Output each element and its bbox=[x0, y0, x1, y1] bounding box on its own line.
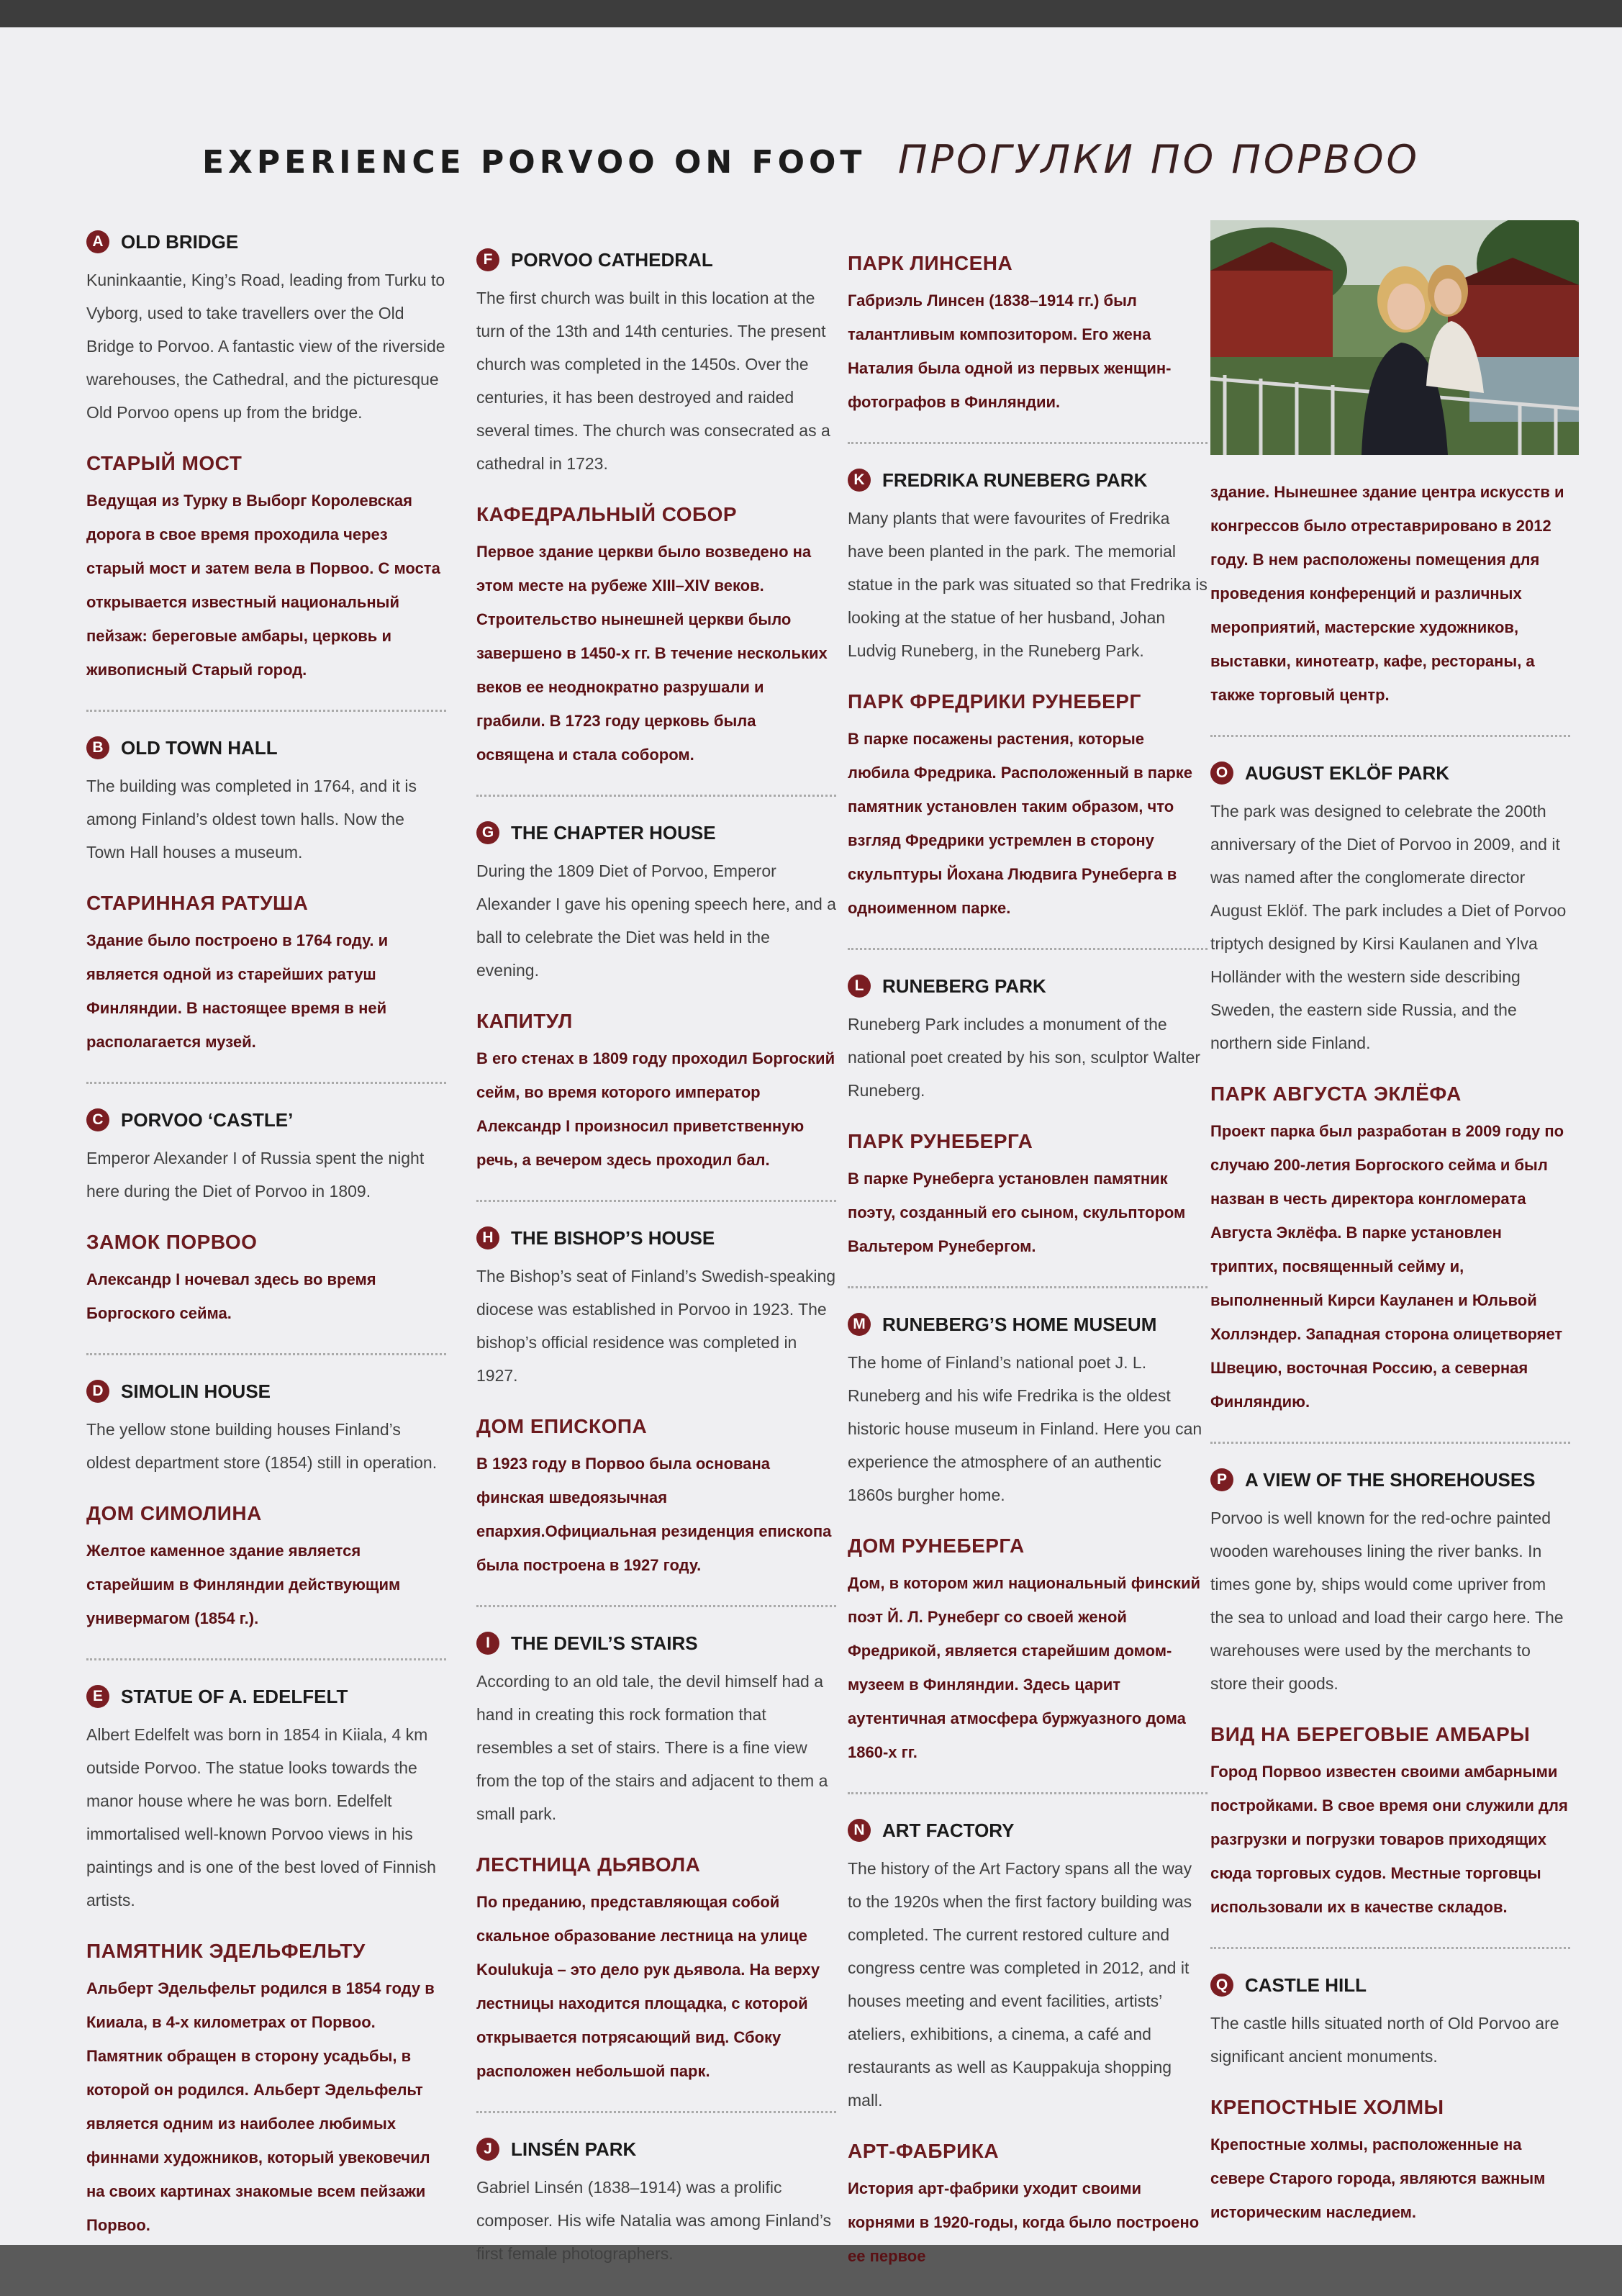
entry-text: The building was completed in 1764, and it is among Finland’s oldest town halls. Now the Town Hall houses a museum. bbox=[86, 777, 417, 862]
entry-view-of-shorehouses bbox=[1210, 1468, 1570, 1700]
entry-text-ru: Крепостные холмы, расположенные на севере Старого города, являются важным историческим наследием. bbox=[1210, 2135, 1546, 2221]
entry-chapter-house-ru bbox=[476, 1010, 836, 1177]
entry-title-ru: АРТ-ФАБРИКА bbox=[848, 2140, 1000, 2162]
entry-title-ru: КАПИТУЛ bbox=[476, 1010, 573, 1032]
page-title-ru: ПРОГУЛКИ ПО ПОРВОО bbox=[897, 137, 1421, 182]
map-marker-icon: C bbox=[86, 1108, 109, 1131]
entry-title-ru: ДОМ СИМОЛИНА bbox=[86, 1502, 262, 1524]
entry-old-town-hall-ru bbox=[86, 892, 446, 1059]
entry-text-ru: По преданию, представляющая собой скальное образование лестница на улице Koulukuja – это дело рук дьявола. На верху лестницы находится площадка, с которой открывается потрясающий вид. Сбоку расположен небольшой парк. bbox=[476, 1893, 820, 2080]
entry-title: O AUGUST EKLÖF PARK bbox=[1210, 761, 1570, 785]
column-1 bbox=[86, 230, 446, 2265]
entry-art-factory-ru bbox=[848, 2140, 1208, 2273]
entry-castle-hill bbox=[1210, 1974, 1570, 2073]
dotted-divider bbox=[848, 948, 1208, 950]
entry-title-ru: СТАРИННАЯ РАТУША bbox=[86, 892, 309, 914]
entry-title-ru: ПАМЯТНИК ЭДЕЛЬФЕЛЬТУ bbox=[86, 1940, 366, 1962]
entry-text-ru: Александр I ночевал здесь во время Боргоского сейма. bbox=[86, 1270, 376, 1322]
entry-text: The home of Finland’s national poet J. L. Runeberg and his wife Fredrika is the oldest historic house museum in Finland. Here you can experience the atmosphere of an authentic 1860s burgher home. bbox=[848, 1353, 1202, 1504]
dotted-divider bbox=[848, 1792, 1208, 1794]
map-marker-icon: A bbox=[86, 230, 109, 253]
map-marker-icon: G bbox=[476, 821, 499, 844]
entry-text: Many plants that were favourites of Fredrika have been planted in the park. The memorial statue in the park was situated so that Fredrika is looking at the statue of her husband, Johan Ludvig Runeberg, in the Runeberg Park. bbox=[848, 509, 1208, 660]
entry-title-ru: ВИД НА БЕРЕГОВЫЕ АМБАРЫ bbox=[1210, 1723, 1531, 1745]
entry-text-ru: Здание было построено в 1764 году. и является одной из старейших ратуш Финляндии. В настоящее время в ней располагается музей. bbox=[86, 931, 389, 1051]
entry-text-ru: Город Порвоо известен своими амбарными постройками. В свое время они служили для разгрузки и погрузки товаров приходящих сюда торговых судов. Местные торговцы использовали их в качестве складов. bbox=[1210, 1763, 1568, 1916]
entry-title-ru: ЛЕСТНИЦА ДЬЯВОЛА bbox=[476, 1853, 701, 1876]
entry-title: A OLD BRIDGE bbox=[86, 230, 446, 253]
entry-title: J LINSÉN PARK bbox=[476, 2138, 836, 2161]
entry-old-bridge-ru bbox=[86, 452, 446, 687]
map-marker-icon: J bbox=[476, 2138, 499, 2161]
entry-text: The yellow stone building houses Finland’s oldest department store (1854) still in operation. bbox=[86, 1420, 438, 1472]
map-marker-icon: L bbox=[848, 975, 871, 998]
map-marker-icon: E bbox=[86, 1685, 109, 1708]
map-marker-icon: Q bbox=[1210, 1974, 1233, 1997]
entry-title: L RUNEBERG PARK bbox=[848, 975, 1208, 998]
entry-august-eklof-park-ru bbox=[1210, 1083, 1570, 1419]
entry-text-ru: Первое здание церкви было возведено на этом месте на рубеже XIII–XIV веков. Строительство нынешней церкви было завершено в 1450-х гг. В течение нескольких веков ее неоднократно разрушали и грабили. В 1723 году церковь была освящена и стала собором. bbox=[476, 543, 828, 764]
entry-title-ru: КРЕПОСТНЫЕ ХОЛМЫ bbox=[1210, 2096, 1444, 2118]
entry-text: According to an old tale, the devil himself had a hand in creating this rock formation that resembles a set of stairs. There is a fine view from the top of the stairs and adjacent to them a small park. bbox=[476, 1672, 828, 1823]
dotted-divider bbox=[476, 2111, 836, 2113]
entry-title-ru: ПАРК ЛИНСЕНА bbox=[848, 252, 1013, 274]
entry-text: Albert Edelfelt was born in 1854 in Kiiala, 4 km outside Porvoo. The statue looks towards the manor house where he was born. Edelfelt immortalised well-known Porvoo views in his paintings and is one of the best loved of Finnish artists. bbox=[86, 1725, 436, 1909]
dotted-divider bbox=[848, 1286, 1208, 1288]
entry-title: I THE DEVIL’S STAIRS bbox=[476, 1632, 836, 1655]
map-marker-icon: O bbox=[1210, 761, 1233, 785]
page-header bbox=[0, 137, 1622, 182]
entry-title: P A VIEW OF THE SHOREHOUSES bbox=[1210, 1468, 1570, 1491]
entry-text: The castle hills situated north of Old Porvoo are significant ancient monuments. bbox=[1210, 2014, 1559, 2066]
entry-porvoo-cathedral bbox=[476, 248, 836, 480]
entry-art-factory-ru-continued bbox=[1210, 475, 1570, 712]
dotted-divider bbox=[476, 1200, 836, 1202]
column-4 bbox=[1210, 475, 1570, 2252]
entry-art-factory bbox=[848, 1819, 1208, 2117]
entry-castle-hill-ru bbox=[1210, 2096, 1570, 2229]
entry-porvoo-castle-ru bbox=[86, 1231, 446, 1330]
entry-text: Kuninkaantie, King’s Road, leading from Turku to Vyborg, used to take travellers over the Old Bridge to Porvoo. A fantastic view of the riverside warehouses, the Cathedral, and the picturesque Old Porvoo opens up from the bridge. bbox=[86, 271, 445, 422]
photo-women-at-river bbox=[1210, 220, 1579, 455]
entry-text: The park was designed to celebrate the 200th anniversary of the Diet of Porvoo in 2009, and it was named after the conglomerate director August Eklöf. The park includes a Diet of Porvoo triptych designed by Kirsi Kaulanen and Ylva Holländer with the western side describing Sweden, the eastern side Russia, and the northern side Finland. bbox=[1210, 802, 1567, 1052]
dotted-divider bbox=[86, 1353, 446, 1355]
entry-simolin-house-ru bbox=[86, 1502, 446, 1635]
entry-title-ru: ПАРК АВГУСТА ЭКЛЁФА bbox=[1210, 1083, 1462, 1105]
dotted-divider bbox=[476, 1605, 836, 1607]
entry-title: H THE BISHOP’S HOUSE bbox=[476, 1226, 836, 1249]
entry-text-ru: Альберт Эдельфельт родился в 1854 году в Кииала, в 4-х километрах от Порвоо. Памятник обращен в сторону усадьбы, в которой он родился. Альберт Эдельфельт является одним из наиболее любимых финнами художников, который увековечил на своих картинах знакомые всем пейзажи Порвоо. bbox=[86, 1979, 435, 2234]
entry-bishops-house bbox=[476, 1226, 836, 1392]
entry-title-ru: ДОМ РУНЕБЕРГА bbox=[848, 1535, 1025, 1557]
entry-title: F PORVOO CATHEDRAL bbox=[476, 248, 836, 271]
entry-text-ru: Желтое каменное здание является старейшим в Финляндии действующим универмагом (1854 г.). bbox=[86, 1542, 401, 1627]
dotted-divider bbox=[1210, 1947, 1570, 1949]
entry-simolin-house bbox=[86, 1380, 446, 1479]
entry-runebergs-home-museum bbox=[848, 1313, 1208, 1511]
map-marker-icon: P bbox=[1210, 1468, 1233, 1491]
entry-text: During the 1809 Diet of Porvoo, Emperor Alexander I gave his opening speech here, and a ball to celebrate the Diet was held in the evening. bbox=[476, 862, 836, 980]
entry-text: Porvoo is well known for the red-ochre painted wooden warehouses lining the river banks. In times gone by, ships would come upriver from the sea to unload and load their cargo here. The warehouses were used by the merchants to store their goods. bbox=[1210, 1509, 1564, 1693]
entry-porvoo-castle bbox=[86, 1108, 446, 1208]
entry-old-bridge bbox=[86, 230, 446, 429]
entry-fredrika-runeberg-park-ru bbox=[848, 690, 1208, 925]
entry-statue-edelfelt bbox=[86, 1685, 446, 1917]
entry-title: E STATUE OF A. EDELFELT bbox=[86, 1685, 446, 1708]
entry-title: B OLD TOWN HALL bbox=[86, 736, 446, 759]
entry-text-ru: В его стенах в 1809 году проходил Боргоский сейм, во время которого император Александр I произносил приветственную речь, а вечером здесь проходил бал. bbox=[476, 1049, 835, 1169]
entry-runebergs-home-museum-ru bbox=[848, 1535, 1208, 1769]
entry-title-ru: ДОМ ЕПИСКОПА bbox=[476, 1415, 648, 1437]
entry-title-ru: ПАРК РУНЕБЕРГА bbox=[848, 1130, 1033, 1152]
entry-bishops-house-ru bbox=[476, 1415, 836, 1582]
dotted-divider bbox=[1210, 735, 1570, 737]
entry-fredrika-runeberg-park bbox=[848, 469, 1208, 667]
entry-text-ru: В 1923 году в Порвоо была основана финская шведоязычная епархия.Официальная резиденция епископа была построена в 1927 году. bbox=[476, 1455, 832, 1574]
entry-title: D SIMOLIN HOUSE bbox=[86, 1380, 446, 1403]
entry-title-ru: ПАРК ФРЕДРИКИ РУНЕБЕРГ bbox=[848, 690, 1141, 713]
entry-linsen-park-ru bbox=[848, 252, 1208, 419]
map-marker-icon: K bbox=[848, 469, 871, 492]
dotted-divider bbox=[86, 1658, 446, 1660]
entry-text-ru: Дом, в котором жил национальный финский поэт Й. Л. Рунеберг со своей женой Фредрикой, является старейшим домом-музеем в Финляндии. Здесь царит аутентичная атмосфера буржуазного дома 1860-х гг. bbox=[848, 1574, 1201, 1761]
map-marker-icon: M bbox=[848, 1313, 871, 1336]
map-marker-icon: B bbox=[86, 736, 109, 759]
entry-title: G THE CHAPTER HOUSE bbox=[476, 821, 836, 844]
entry-text: Emperor Alexander I of Russia spent the night here during the Diet of Porvoo in 1809. bbox=[86, 1149, 425, 1201]
entry-text-ru: Проект парка был разработан в 2009 году по случаю 200-летия Боргоского сейма и был назван в честь директора конгломерата Августа Эклёфа. В парке установлен триптих, посвященный сейму и, выполненный Кирси Кауланен и Юльвой Холлэндер. Западная сторона олицетворяет Швецию, восточная Россию, а северная Финляндию. bbox=[1210, 1122, 1564, 1411]
map-marker-icon: I bbox=[476, 1632, 499, 1655]
entry-chapter-house bbox=[476, 821, 836, 987]
entry-text-ru: Ведущая из Турку в Выборг Королевская дорога в свое время проходила через старый мост и затем вела в Порвоо. С моста открывается известный национальный пейзаж: береговые амбары, церковь и живописный Старый город. bbox=[86, 492, 440, 679]
entry-text: The history of the Art Factory spans all the way to the 1920s when the first factory building was completed. The current restored culture and congress centre was completed in 2012, and it houses meeting and event facilities, artists’ ateliers, exhibitions, a cinema, a café and restaurants as well as Kauppakuja shopping mall. bbox=[848, 1859, 1192, 2110]
entry-statue-edelfelt-ru bbox=[86, 1940, 446, 2242]
entry-porvoo-cathedral-ru bbox=[476, 503, 836, 772]
entry-text-ru: Габриэль Линсен (1838–1914 гг.) был талантливым композитором. Его жена Наталия была одной из первых женщин-фотографов в Финляндии. bbox=[848, 291, 1172, 411]
map-marker-icon: D bbox=[86, 1380, 109, 1403]
entry-title-ru: ЗАМОК ПОРВОО bbox=[86, 1231, 258, 1253]
entry-title: M RUNEBERG’S HOME MUSEUM bbox=[848, 1313, 1208, 1336]
entry-view-of-shorehouses-ru bbox=[1210, 1723, 1570, 1924]
entry-text: Gabriel Linsén (1838–1914) was a prolific composer. His wife Natalia was among Finland’s first female photographers. bbox=[476, 2178, 832, 2263]
entry-title-ru: СТАРЫЙ МОСТ bbox=[86, 452, 243, 474]
entry-devils-stairs-ru bbox=[476, 1853, 836, 2088]
dotted-divider bbox=[86, 710, 446, 712]
entry-august-eklof-park bbox=[1210, 761, 1570, 1059]
entry-title: K FREDRIKA RUNEBERG PARK bbox=[848, 469, 1208, 492]
entry-text: The Bishop’s seat of Finland’s Swedish-speaking diocese was established in Porvoo in 1923. The bishop’s official residence was completed in 1927. bbox=[476, 1267, 836, 1385]
entry-old-town-hall bbox=[86, 736, 446, 869]
dotted-divider bbox=[1210, 1442, 1570, 1444]
map-marker-icon: H bbox=[476, 1226, 499, 1249]
entry-runeberg-park bbox=[848, 975, 1208, 1107]
entry-text: Runeberg Park includes a monument of the national poet created by his son, sculptor Walter Runeberg. bbox=[848, 1015, 1201, 1100]
entry-text-ru: В парке Рунеберга установлен памятник поэту, созданный его сыном, скульптором Вальтером Рунебергом. bbox=[848, 1170, 1186, 1255]
entry-title: N ART FACTORY bbox=[848, 1819, 1208, 1842]
page-title-en: EXPERIENCE PORVOO ON FOOT bbox=[201, 144, 866, 181]
entry-devils-stairs bbox=[476, 1632, 836, 1830]
entry-title-ru: КАФЕДРАЛЬНЫЙ СОБОР bbox=[476, 503, 738, 525]
dotted-divider bbox=[848, 442, 1208, 444]
column-2 bbox=[476, 248, 836, 2293]
entry-text-ru: В парке посажены растения, которые любила Фредрика. Расположенный в парке памятник установлен таким образом, что взгляд Фредрики устремлен в сторону скульптуры Йохана Людвига Рунеберга в одноименном парке. bbox=[848, 730, 1193, 917]
entry-text-ru: здание. Нынешнее здание центра искусств и конгрессов было отреставрировано в 2012 году. В нем расположены помещения для проведения конференций и различных мероприятий, мастерские художников, выставки, кинотеатр, кафе, рестораны, а также торговый центр. bbox=[1210, 483, 1564, 704]
entry-linsen-park bbox=[476, 2138, 836, 2270]
entry-title: Q CASTLE HILL bbox=[1210, 1974, 1570, 1997]
map-marker-icon: F bbox=[476, 248, 499, 271]
map-marker-icon: N bbox=[848, 1819, 871, 1842]
dotted-divider bbox=[476, 795, 836, 797]
dotted-divider bbox=[86, 1082, 446, 1084]
entry-text-ru: История арт-фабрики уходит своими корнями в 1920-годы, когда было построено ее первое bbox=[848, 2179, 1200, 2265]
column-3 bbox=[848, 252, 1208, 2296]
entry-text: The first church was built in this location at the turn of the 13th and 14th centuries. The present church was completed in the 1450s. Over the centuries, it has been destroyed and raided several times. The church was consecrated as a cathedral in 1723. bbox=[476, 289, 830, 473]
entry-title: C PORVOO ‘CASTLE’ bbox=[86, 1108, 446, 1131]
entry-runeberg-park-ru bbox=[848, 1130, 1208, 1263]
